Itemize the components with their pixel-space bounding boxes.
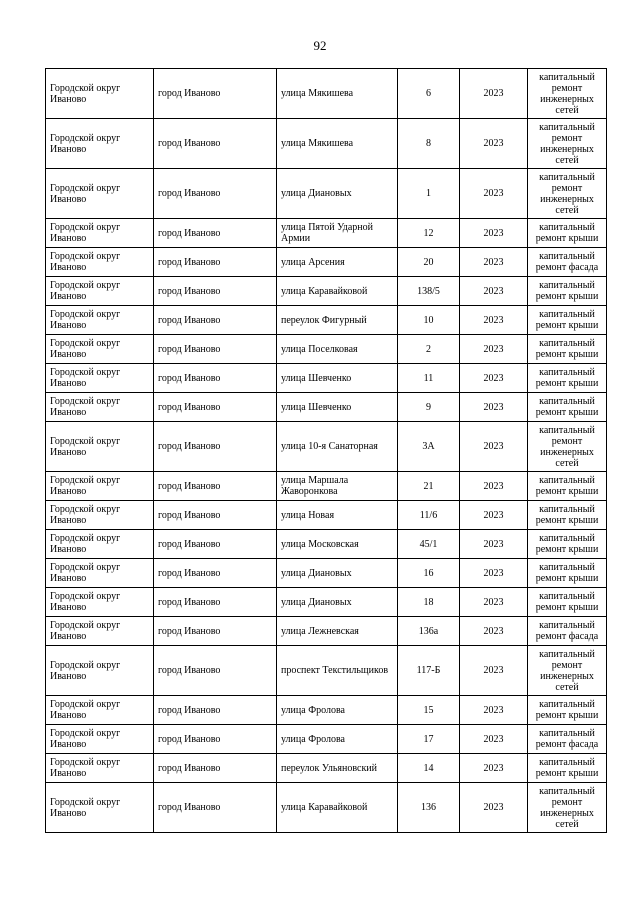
- house-number-cell: 12: [398, 219, 460, 248]
- city-cell: город Иваново: [154, 754, 277, 783]
- house-number-cell: 21: [398, 472, 460, 501]
- city-cell: город Иваново: [154, 364, 277, 393]
- table-row: [46, 617, 607, 646]
- work-type-cell: капитальный ремонт крыши: [528, 277, 607, 306]
- work-type-cell: капитальный ремонт инженерных сетей: [528, 422, 607, 472]
- street-cell: переулок Фигурный: [277, 306, 398, 335]
- city-cell: город Иваново: [154, 69, 277, 119]
- district-cell: Городской округ Иваново: [46, 364, 154, 393]
- year-cell: 2023: [460, 219, 528, 248]
- district-cell: Городской округ Иваново: [46, 306, 154, 335]
- district-cell: Городской округ Иваново: [46, 169, 154, 219]
- house-number-cell: 136: [398, 783, 460, 833]
- city-cell: город Иваново: [154, 530, 277, 559]
- table-row: [46, 472, 607, 501]
- district-cell: Городской округ Иваново: [46, 617, 154, 646]
- work-type-cell: капитальный ремонт крыши: [528, 501, 607, 530]
- street-cell: улица 10-я Санаторная: [277, 422, 398, 472]
- house-number-cell: 10: [398, 306, 460, 335]
- district-cell: Городской округ Иваново: [46, 696, 154, 725]
- house-number-cell: 45/1: [398, 530, 460, 559]
- district-cell: Городской округ Иваново: [46, 646, 154, 696]
- year-cell: 2023: [460, 530, 528, 559]
- city-cell: город Иваново: [154, 335, 277, 364]
- city-cell: город Иваново: [154, 696, 277, 725]
- street-cell: улица Диановых: [277, 169, 398, 219]
- table-row: [46, 219, 607, 248]
- table-row: [46, 696, 607, 725]
- city-cell: город Иваново: [154, 219, 277, 248]
- table-row: [46, 248, 607, 277]
- city-cell: город Иваново: [154, 559, 277, 588]
- year-cell: 2023: [460, 501, 528, 530]
- city-cell: город Иваново: [154, 783, 277, 833]
- city-cell: город Иваново: [154, 725, 277, 754]
- table-row: [46, 335, 607, 364]
- work-type-cell: капитальный ремонт инженерных сетей: [528, 646, 607, 696]
- district-cell: Городской округ Иваново: [46, 219, 154, 248]
- year-cell: 2023: [460, 306, 528, 335]
- year-cell: 2023: [460, 422, 528, 472]
- year-cell: 2023: [460, 754, 528, 783]
- work-type-cell: капитальный ремонт фасада: [528, 617, 607, 646]
- house-number-cell: 6: [398, 69, 460, 119]
- year-cell: 2023: [460, 364, 528, 393]
- street-cell: проспект Текстильщиков: [277, 646, 398, 696]
- house-number-cell: 14: [398, 754, 460, 783]
- year-cell: 2023: [460, 696, 528, 725]
- house-number-cell: 11/6: [398, 501, 460, 530]
- year-cell: 2023: [460, 248, 528, 277]
- street-cell: улица Лежневская: [277, 617, 398, 646]
- year-cell: 2023: [460, 646, 528, 696]
- work-type-cell: капитальный ремонт крыши: [528, 393, 607, 422]
- street-cell: улица Московская: [277, 530, 398, 559]
- city-cell: город Иваново: [154, 501, 277, 530]
- table-row: [46, 530, 607, 559]
- house-number-cell: 17: [398, 725, 460, 754]
- work-type-cell: капитальный ремонт крыши: [528, 559, 607, 588]
- city-cell: город Иваново: [154, 306, 277, 335]
- table-row: [46, 725, 607, 754]
- district-cell: Городской округ Иваново: [46, 119, 154, 169]
- house-number-cell: 16: [398, 559, 460, 588]
- house-number-cell: 138/5: [398, 277, 460, 306]
- city-cell: город Иваново: [154, 472, 277, 501]
- city-cell: город Иваново: [154, 248, 277, 277]
- table-row: [46, 277, 607, 306]
- street-cell: улица Шевченко: [277, 364, 398, 393]
- table-row: [46, 422, 607, 472]
- table-row: [46, 393, 607, 422]
- work-type-cell: капитальный ремонт инженерных сетей: [528, 783, 607, 833]
- district-cell: Городской округ Иваново: [46, 69, 154, 119]
- house-number-cell: 11: [398, 364, 460, 393]
- street-cell: улица Поселковая: [277, 335, 398, 364]
- work-type-cell: капитальный ремонт крыши: [528, 530, 607, 559]
- house-number-cell: 8: [398, 119, 460, 169]
- table-row: [46, 559, 607, 588]
- district-cell: Городской округ Иваново: [46, 754, 154, 783]
- work-type-cell: капитальный ремонт фасада: [528, 725, 607, 754]
- city-cell: город Иваново: [154, 646, 277, 696]
- street-cell: улица Мякишева: [277, 119, 398, 169]
- work-type-cell: капитальный ремонт крыши: [528, 335, 607, 364]
- work-type-cell: капитальный ремонт инженерных сетей: [528, 119, 607, 169]
- street-cell: улица Фролова: [277, 696, 398, 725]
- street-cell: улица Диановых: [277, 559, 398, 588]
- year-cell: 2023: [460, 119, 528, 169]
- year-cell: 2023: [460, 169, 528, 219]
- table-row: [46, 754, 607, 783]
- house-number-cell: 9: [398, 393, 460, 422]
- year-cell: 2023: [460, 393, 528, 422]
- work-type-cell: капитальный ремонт крыши: [528, 754, 607, 783]
- table-body: [46, 69, 607, 833]
- table-row: [46, 69, 607, 119]
- street-cell: улица Новая: [277, 501, 398, 530]
- street-cell: улица Пятой Ударной Армии: [277, 219, 398, 248]
- city-cell: город Иваново: [154, 588, 277, 617]
- district-cell: Городской округ Иваново: [46, 725, 154, 754]
- street-cell: улица Каравайковой: [277, 277, 398, 306]
- city-cell: город Иваново: [154, 393, 277, 422]
- street-cell: улица Шевченко: [277, 393, 398, 422]
- district-cell: Городской округ Иваново: [46, 472, 154, 501]
- house-number-cell: 3А: [398, 422, 460, 472]
- year-cell: 2023: [460, 588, 528, 617]
- year-cell: 2023: [460, 69, 528, 119]
- year-cell: 2023: [460, 725, 528, 754]
- district-cell: Городской округ Иваново: [46, 783, 154, 833]
- city-cell: город Иваново: [154, 169, 277, 219]
- work-type-cell: капитальный ремонт инженерных сетей: [528, 69, 607, 119]
- house-number-cell: 20: [398, 248, 460, 277]
- city-cell: город Иваново: [154, 119, 277, 169]
- table-row: [46, 783, 607, 833]
- house-number-cell: 2: [398, 335, 460, 364]
- year-cell: 2023: [460, 617, 528, 646]
- work-type-cell: капитальный ремонт крыши: [528, 588, 607, 617]
- table-row: [46, 306, 607, 335]
- work-type-cell: капитальный ремонт крыши: [528, 696, 607, 725]
- district-cell: Городской округ Иваново: [46, 335, 154, 364]
- work-type-cell: капитальный ремонт крыши: [528, 306, 607, 335]
- work-type-cell: капитальный ремонт крыши: [528, 364, 607, 393]
- house-number-cell: 18: [398, 588, 460, 617]
- city-cell: город Иваново: [154, 277, 277, 306]
- year-cell: 2023: [460, 783, 528, 833]
- work-type-cell: капитальный ремонт крыши: [528, 472, 607, 501]
- table-row: [46, 119, 607, 169]
- district-cell: Городской округ Иваново: [46, 422, 154, 472]
- table-row: [46, 364, 607, 393]
- city-cell: город Иваново: [154, 617, 277, 646]
- work-type-cell: капитальный ремонт фасада: [528, 248, 607, 277]
- work-type-cell: капитальный ремонт инженерных сетей: [528, 169, 607, 219]
- table-row: [46, 501, 607, 530]
- street-cell: улица Диановых: [277, 588, 398, 617]
- work-type-cell: капитальный ремонт крыши: [528, 219, 607, 248]
- district-cell: Городской округ Иваново: [46, 559, 154, 588]
- house-number-cell: 1: [398, 169, 460, 219]
- district-cell: Городской округ Иваново: [46, 530, 154, 559]
- year-cell: 2023: [460, 277, 528, 306]
- table-row: [46, 169, 607, 219]
- house-number-cell: 117-Б: [398, 646, 460, 696]
- year-cell: 2023: [460, 335, 528, 364]
- street-cell: переулок Ульяновский: [277, 754, 398, 783]
- street-cell: улица Каравайковой: [277, 783, 398, 833]
- street-cell: улица Маршала Жаворонкова: [277, 472, 398, 501]
- house-number-cell: 136а: [398, 617, 460, 646]
- year-cell: 2023: [460, 559, 528, 588]
- district-cell: Городской округ Иваново: [46, 393, 154, 422]
- table-row: [46, 646, 607, 696]
- page-number: 92: [313, 38, 327, 53]
- district-cell: Городской округ Иваново: [46, 501, 154, 530]
- city-cell: город Иваново: [154, 422, 277, 472]
- table-row: [46, 588, 607, 617]
- district-cell: Городской округ Иваново: [46, 248, 154, 277]
- district-cell: Городской округ Иваново: [46, 277, 154, 306]
- district-cell: Городской округ Иваново: [46, 588, 154, 617]
- house-number-cell: 15: [398, 696, 460, 725]
- year-cell: 2023: [460, 472, 528, 501]
- street-cell: улица Арсения: [277, 248, 398, 277]
- street-cell: улица Мякишева: [277, 69, 398, 119]
- street-cell: улица Фролова: [277, 725, 398, 754]
- repair-schedule-table: [45, 68, 607, 833]
